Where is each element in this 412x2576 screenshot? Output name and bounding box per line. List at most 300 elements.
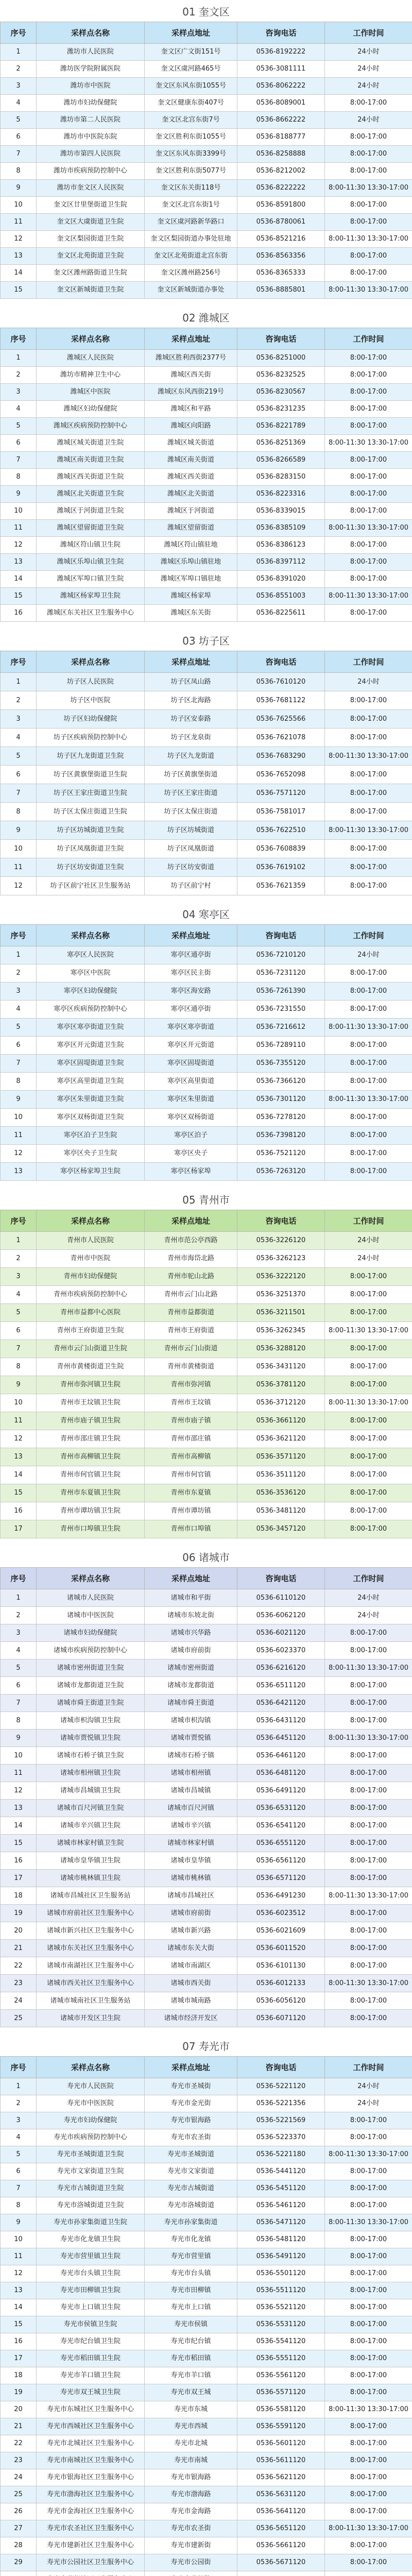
row-number: 5 <box>1 418 37 435</box>
table-row <box>1 1782 412 1800</box>
site-name: 坊子区九龙街道卫生院 <box>37 747 145 766</box>
row-number: 4 <box>1 401 37 418</box>
table-row <box>1 2316 412 2333</box>
table-row <box>1 1520 412 1538</box>
site-address: 诸城市兴华路 <box>145 1624 237 1642</box>
table-row <box>1 95 412 112</box>
contact-phone: 0536-3288120 <box>237 1340 325 1358</box>
site-address: 奎文区胜利东街1055号 <box>145 129 237 146</box>
row-number: 23 <box>1 2452 37 2469</box>
work-hours: 8:00-11:30 13:30-17:00 <box>325 1394 412 1412</box>
table-row <box>1 1642 412 1659</box>
site-name: 诸城市妇幼保健院 <box>37 1624 145 1642</box>
row-number: 10 <box>1 197 37 214</box>
site-address: 青州市海岱北路 <box>145 1250 237 1268</box>
site-address: 寒亭区高里街道 <box>145 1073 237 1091</box>
work-hours: 8:00-17:00 <box>325 2486 412 2503</box>
contact-phone: 0536-8662222 <box>237 112 325 129</box>
work-hours: 8:00-11:30 13:30-17:00 <box>325 435 412 452</box>
site-address: 青州市口埠镇 <box>145 1520 237 1538</box>
table-row <box>1 1448 412 1466</box>
contact-phone: 0536-8251369 <box>237 435 325 452</box>
site-address: 潍城区东关街 <box>145 605 237 622</box>
work-hours: 8:00-11:30 13:30-17:00 <box>325 1887 412 1905</box>
site-address: 寿光市建新街 <box>145 2537 237 2554</box>
contact-phone: 0536-5221180 <box>237 2146 325 2163</box>
table-row <box>1 2197 412 2214</box>
work-hours: 8:00-17:00 <box>325 784 412 803</box>
site-address: 诸城市石桥子镇 <box>145 1747 237 1765</box>
work-hours: 8:00-17:00 <box>325 2316 412 2333</box>
site-address: 青州市王府街道 <box>145 1322 237 1340</box>
site-name: 寒亭区疾病预防控制中心 <box>37 1001 145 1019</box>
table-row <box>1 2010 412 2027</box>
row-number: 2 <box>1 964 37 982</box>
site-name: 寿光市北城社区卫生服务中心 <box>37 2435 145 2452</box>
work-hours: 8:00-17:00 <box>325 367 412 384</box>
table-row <box>1 1659 412 1677</box>
table-row <box>1 2503 412 2520</box>
site-address: 青州市益都街道 <box>145 1304 237 1322</box>
work-hours: 24小时 <box>325 1589 412 1607</box>
table-row <box>1 1607 412 1624</box>
work-hours: 8:00-11:30 13:30-17:00 <box>325 1091 412 1109</box>
site-name: 诸城市开发区卫生院 <box>37 2010 145 2027</box>
contact-phone: 0536-8230567 <box>237 384 325 401</box>
work-hours: 8:00-17:00 <box>325 452 412 469</box>
row-number: 10 <box>1 1394 37 1412</box>
contact-phone: 0536-7571120 <box>237 784 325 803</box>
header-address: 采样点地址 <box>145 328 237 350</box>
site-address: 诸城市相州镇 <box>145 1765 237 1782</box>
site-address: 青州市王坟镇 <box>145 1394 237 1412</box>
site-address: 寿光市上口镇 <box>145 2299 237 2316</box>
work-hours: 8:00-17:00 <box>325 486 412 503</box>
work-hours: 8:00-17:00 <box>325 605 412 622</box>
site-name: 青州市东夏镇卫生院 <box>37 1484 145 1502</box>
work-hours: 8:00-17:00 <box>325 214 412 231</box>
site-address: 青州市高柳镇 <box>145 1448 237 1466</box>
row-number: 10 <box>1 2231 37 2248</box>
row-number: 5 <box>1 1304 37 1322</box>
row-number: 9 <box>1 1730 37 1747</box>
table-row <box>1 605 412 622</box>
site-name: 潍坊市第四人民医院 <box>37 146 145 163</box>
contact-phone: 0536-3712120 <box>237 1394 325 1412</box>
contact-phone: 0536-5581120 <box>237 2401 325 2418</box>
work-hours: 8:00-17:00 <box>325 197 412 214</box>
contact-phone: 0536-8283150 <box>237 469 325 486</box>
contact-phone: 0536-8551003 <box>237 588 325 605</box>
site-address: 潍城区城关街道 <box>145 435 237 452</box>
contact-phone: 0536-6451120 <box>237 1730 325 1747</box>
table-row <box>1 214 412 231</box>
site-address: 坊子区王家庄街道 <box>145 784 237 803</box>
work-hours: 8:00-11:30 13:30-17:00 <box>325 821 412 840</box>
contact-phone: 0536-3781120 <box>237 1376 325 1394</box>
contact-phone: 0536-6541120 <box>237 1817 325 1835</box>
work-hours: 8:00-11:30 13:30-17:00 <box>325 282 412 299</box>
contact-phone: 0536-6101130 <box>237 1957 325 1975</box>
contact-phone: 0536-6561120 <box>237 1852 325 1870</box>
row-number: 2 <box>1 61 37 78</box>
contact-phone: 0536-3262345 <box>237 1322 325 1340</box>
row-number: 1 <box>1 946 37 964</box>
table-row <box>1 1466 412 1484</box>
table-row <box>1 180 412 197</box>
work-hours: 8:00-17:00 <box>325 163 412 180</box>
site-name: 寒亭区朱里街道卫生院 <box>37 1091 145 1109</box>
contact-phone: 0536-7621359 <box>237 877 325 895</box>
site-name: 诸城市府前社区卫生服务中心 <box>37 1905 145 1922</box>
row-number: 11 <box>1 858 37 877</box>
site-address: 诸城市南湖区 <box>145 1957 237 1975</box>
row-number: 22 <box>1 2435 37 2452</box>
work-hours: 8:00-11:30 13:30-17:00 <box>325 1730 412 1747</box>
work-hours: 8:00-17:00 <box>325 384 412 401</box>
site-address: 寿光市公园街 <box>145 2554 237 2571</box>
district-section <box>0 1546 412 2035</box>
site-address: 诸城市百尺河镇 <box>145 1800 237 1817</box>
district-section <box>0 2035 412 2576</box>
header-phone: 咨询电话 <box>237 1210 325 1232</box>
work-hours: 8:00-11:30 13:30-17:00 <box>325 1659 412 1677</box>
row-number: 17 <box>1 1520 37 1538</box>
row-number: 24 <box>1 1992 37 2010</box>
table-row <box>1 2299 412 2316</box>
header-address: 采样点地址 <box>145 1210 237 1232</box>
contact-phone: 0536-8385109 <box>237 520 325 537</box>
work-hours: 8:00-17:00 <box>325 1502 412 1520</box>
site-name: 诸城市密州街道卫生院 <box>37 1659 145 1677</box>
contact-phone: 0536-3661120 <box>237 1412 325 1430</box>
site-name: 青州市王府街道卫生院 <box>37 1322 145 1340</box>
site-address: 奎文区广文街151号 <box>145 44 237 61</box>
work-hours: 8:00-17:00 <box>325 1304 412 1322</box>
row-number: 8 <box>1 469 37 486</box>
work-hours: 8:00-17:00 <box>325 982 412 1001</box>
contact-phone: 0536-5541120 <box>237 2333 325 2350</box>
site-address: 寿光市稻田镇 <box>145 2350 237 2367</box>
site-address: 寿光市羊口镇 <box>145 2367 237 2384</box>
site-address: 寿光市西城 <box>145 2418 237 2435</box>
header-hours: 工作时间 <box>325 1568 412 1589</box>
contact-phone: 0536-8221789 <box>237 418 325 435</box>
table-row <box>1 231 412 248</box>
table-row <box>1 469 412 486</box>
contact-phone: 0536-8062222 <box>237 78 325 95</box>
table-row <box>1 384 412 401</box>
site-address: 寿光市银海路 <box>145 2469 237 2486</box>
site-address: 寒亭区朱里街道 <box>145 1091 237 1109</box>
table-row <box>1 78 412 95</box>
contact-phone: 0536-3211501 <box>237 1304 325 1322</box>
work-hours: 8:00-17:00 <box>325 2248 412 2265</box>
contact-phone: 0536-8521216 <box>237 231 325 248</box>
work-hours: 8:00-11:30 13:30-17:00 <box>325 1975 412 1992</box>
contact-phone: 0536-6012133 <box>237 1975 325 1992</box>
table-row <box>1 61 412 78</box>
header-name: 采样点名称 <box>37 1568 145 1589</box>
site-name: 坊子区妇幼保健院 <box>37 710 145 728</box>
site-name: 诸城市南湖社区卫生服务中心 <box>37 1957 145 1975</box>
table-header-row <box>1 328 412 350</box>
site-address: 寿光市银海路 <box>145 2112 237 2129</box>
table-row <box>1 1712 412 1730</box>
contact-phone: 0536-3571120 <box>237 1448 325 1466</box>
work-hours: 24小时 <box>325 44 412 61</box>
work-hours: 8:00-17:00 <box>325 1448 412 1466</box>
row-number: 13 <box>1 554 37 571</box>
site-address: 寿光市金海路 <box>145 2503 237 2520</box>
site-name: 奎文区潍州路街道卫生院 <box>37 265 145 282</box>
row-number: 8 <box>1 1712 37 1730</box>
table-row <box>1 2452 412 2469</box>
work-hours: 8:00-17:00 <box>325 2129 412 2146</box>
site-address: 坊子区龙泉街 <box>145 728 237 747</box>
site-name: 奎文区北苑街道卫生院 <box>37 248 145 265</box>
site-name: 潍坊市妇幼保健院 <box>37 95 145 112</box>
contact-phone: 0536-6056120 <box>237 1992 325 2010</box>
work-hours: 8:00-11:30 13:30-17:00 <box>325 180 412 197</box>
site-name: 坊子区坊城街道卫生院 <box>37 821 145 840</box>
contact-phone: 0536-6023370 <box>237 1642 325 1659</box>
site-name: 坊子区中医院 <box>37 691 145 710</box>
contact-phone: 0536-8089001 <box>237 95 325 112</box>
site-name: 诸城市桃林镇卫生院 <box>37 1870 145 1887</box>
contact-phone: 0536-3457120 <box>237 1520 325 1538</box>
row-number: 10 <box>1 840 37 858</box>
row-number: 13 <box>1 248 37 265</box>
work-hours: 8:00-17:00 <box>325 1055 412 1073</box>
row-number: 10 <box>1 1747 37 1765</box>
header-no: 序号 <box>1 2057 37 2078</box>
work-hours: 8:00-17:00 <box>325 537 412 554</box>
row-number: 9 <box>1 180 37 197</box>
table-row <box>1 803 412 821</box>
table-row <box>1 1677 412 1694</box>
site-address: 坊子区太保庄街道 <box>145 803 237 821</box>
contact-phone: 0536-6491230 <box>237 1887 325 1905</box>
section-title: 07 寿光市 <box>182 2040 230 2053</box>
work-hours: 8:00-17:00 <box>325 1340 412 1358</box>
site-name: 寒亭区双杨街道卫生院 <box>37 1109 145 1127</box>
site-address: 寒亭区杨家埠 <box>145 1163 237 1181</box>
site-name: 寿光市纪台镇卫生院 <box>37 2333 145 2350</box>
work-hours: 8:00-17:00 <box>325 1922 412 1940</box>
header-name: 采样点名称 <box>37 2057 145 2078</box>
table-header-row <box>1 2057 412 2078</box>
header-address: 采样点地址 <box>145 2057 237 2078</box>
contact-phone: 0536-7581017 <box>237 803 325 821</box>
contact-phone: 0536-5601120 <box>237 2435 325 2452</box>
work-hours: 24小时 <box>325 78 412 95</box>
site-address: 诸城市东坡北街 <box>145 1607 237 1624</box>
contact-phone: 0536-5491120 <box>237 2248 325 2265</box>
site-name: 诸城市西关社区卫生服务中心 <box>37 1975 145 1992</box>
site-name: 青州市益都中心医院 <box>37 1304 145 1322</box>
site-address: 青州市谭坊镇 <box>145 1502 237 1520</box>
site-address: 潍城区胜利西街2377号 <box>145 350 237 367</box>
table-header-row <box>1 925 412 946</box>
table-row <box>1 2384 412 2401</box>
contact-phone: 0536-6461120 <box>237 1747 325 1765</box>
table-row <box>1 1957 412 1975</box>
contact-phone: 0536-8563356 <box>237 248 325 265</box>
site-address: 坊子区黄旗堡街道 <box>145 766 237 784</box>
section-title: 01 奎文区 <box>182 5 230 18</box>
work-hours: 8:00-17:00 <box>325 1957 412 1975</box>
contact-phone: 0536-7289110 <box>237 1037 325 1055</box>
site-name: 诸城市相州镇卫生院 <box>37 1765 145 1782</box>
site-address: 诸城市皇华镇 <box>145 1852 237 1870</box>
row-number: 13 <box>1 1163 37 1181</box>
row-number: 10 <box>1 503 37 520</box>
row-number: 15 <box>1 1835 37 1852</box>
work-hours: 8:00-17:00 <box>325 129 412 146</box>
work-hours: 8:00-11:30 13:30-17:00 <box>325 1019 412 1037</box>
row-number: 2 <box>1 691 37 710</box>
site-name: 寒亭区泊子卫生院 <box>37 1127 145 1145</box>
site-name: 寿光市上口镇卫生院 <box>37 2299 145 2316</box>
work-hours: 8:00-17:00 <box>325 2384 412 2401</box>
row-number: 3 <box>1 78 37 95</box>
contact-phone: 0536-6481120 <box>237 1765 325 1782</box>
row-number: 3 <box>1 1624 37 1642</box>
work-hours: 8:00-17:00 <box>325 1835 412 1852</box>
work-hours: 8:00-17:00 <box>325 1905 412 1922</box>
table-row <box>1 840 412 858</box>
site-name: 潍城区城关街道卫生院 <box>37 435 145 452</box>
contact-phone: 0536-5641120 <box>237 2503 325 2520</box>
work-hours: 8:00-17:00 <box>325 401 412 418</box>
table-row <box>1 1484 412 1502</box>
site-name: 寿光市营里镇卫生院 <box>37 2248 145 2265</box>
table-row <box>1 486 412 503</box>
site-name: 寿光市南城社区卫生服务中心 <box>37 2452 145 2469</box>
table-row <box>1 248 412 265</box>
contact-phone: 0536-7231550 <box>237 1001 325 1019</box>
row-number: 12 <box>1 537 37 554</box>
row-number: 7 <box>1 1340 37 1358</box>
contact-phone: 0536-5501120 <box>237 2265 325 2282</box>
work-hours: 8:00-17:00 <box>325 1782 412 1800</box>
sampling-table <box>0 328 412 622</box>
contact-phone: 0536-3262123 <box>237 1250 325 1268</box>
section-spacer <box>0 1181 412 1188</box>
site-name: 寒亭区高里街道卫生院 <box>37 1073 145 1091</box>
row-number: 26 <box>1 2503 37 2520</box>
table-row <box>1 1922 412 1940</box>
site-name: 寿光市孙家集街道卫生院 <box>37 2214 145 2231</box>
table-row <box>1 1019 412 1037</box>
site-address: 寒亭区民主街 <box>145 964 237 982</box>
site-address: 潍城区和平路 <box>145 401 237 418</box>
contact-phone: 0536-5671120 <box>237 2554 325 2571</box>
site-address: 奎文区潍州路256号 <box>145 265 237 282</box>
row-number: 15 <box>1 282 37 299</box>
contact-phone: 0536-3621120 <box>237 1430 325 1448</box>
table-row <box>1 2112 412 2129</box>
row-number: 16 <box>1 2333 37 2350</box>
contact-phone: 0536-5221120 <box>237 2078 325 2095</box>
table-row <box>1 2248 412 2265</box>
table-row <box>1 747 412 766</box>
site-address: 寿光市文家街道 <box>145 2163 237 2180</box>
work-hours: 8:00-11:30 13:30-17:00 <box>325 2146 412 2163</box>
site-address: 坊子区坊城街道 <box>145 821 237 840</box>
site-name: 寿光市妇幼保健院 <box>37 2112 145 2129</box>
section-title: 03 坊子区 <box>182 634 230 647</box>
work-hours: 24小时 <box>325 673 412 691</box>
site-name: 奎文区廿里堡街道卫生院 <box>37 197 145 214</box>
table-row <box>1 964 412 982</box>
table-row <box>1 1127 412 1145</box>
table-row <box>1 2095 412 2112</box>
work-hours: 8:00-17:00 <box>325 1127 412 1145</box>
work-hours: 24小时 <box>325 2095 412 2112</box>
site-name: 潍坊市人民医院 <box>37 44 145 61</box>
work-hours: 8:00-17:00 <box>325 1520 412 1538</box>
site-name: 青州市王坟镇卫生院 <box>37 1394 145 1412</box>
row-number: 7 <box>1 146 37 163</box>
site-name: 诸城市昌城镇卫生院 <box>37 1782 145 1800</box>
row-number: 9 <box>1 1376 37 1394</box>
work-hours: 8:00-17:00 <box>325 571 412 588</box>
section-spacer <box>0 1538 412 1546</box>
contact-phone: 0536-7278120 <box>237 1109 325 1127</box>
table-row <box>1 1940 412 1957</box>
site-name: 寿光市农圣社区卫生服务中心 <box>37 2520 145 2537</box>
site-address: 诸城市昌城社区 <box>145 1887 237 1905</box>
contact-phone: 0536-7619102 <box>237 858 325 877</box>
row-number: 10 <box>1 1109 37 1127</box>
table-row <box>1 1747 412 1765</box>
site-name: 青州市邵庄镇卫生院 <box>37 1430 145 1448</box>
work-hours: 8:00-17:00 <box>325 1073 412 1091</box>
table-row <box>1 520 412 537</box>
site-address: 奎文区北苑街道北宫东街 <box>145 248 237 265</box>
work-hours: 8:00-17:00 <box>325 1800 412 1817</box>
work-hours: 8:00-17:00 <box>325 418 412 435</box>
site-name: 坊子区坊安街道卫生院 <box>37 858 145 877</box>
table-row <box>1 1624 412 1642</box>
table-row <box>1 435 412 452</box>
section-title: 06 诸城市 <box>182 1551 230 1564</box>
table-row <box>1 766 412 784</box>
table-row <box>1 2571 412 2576</box>
site-address: 潍城区南关街道 <box>145 452 237 469</box>
row-number: 5 <box>1 747 37 766</box>
row-number: 23 <box>1 1975 37 1992</box>
work-hours: 8:00-17:00 <box>325 1286 412 1304</box>
table-row <box>1 1376 412 1394</box>
contact-phone: 0536-5661120 <box>237 2537 325 2554</box>
contact-phone: 0536-5481120 <box>237 2231 325 2248</box>
table-row <box>1 1037 412 1055</box>
site-address: 寿光市台头镇 <box>145 2265 237 2282</box>
header-no: 序号 <box>1 651 37 673</box>
work-hours: 8:00-17:00 <box>325 1624 412 1642</box>
work-hours: 8:00-17:00 <box>325 2010 412 2027</box>
table-row <box>1 1694 412 1712</box>
row-number: 12 <box>1 1782 37 1800</box>
table-row <box>1 1905 412 1922</box>
work-hours: 24小时 <box>325 112 412 129</box>
row-number: 13 <box>1 1800 37 1817</box>
contact-phone: 0536-5521120 <box>237 2299 325 2316</box>
work-hours: 8:00-17:00 <box>325 2231 412 2248</box>
